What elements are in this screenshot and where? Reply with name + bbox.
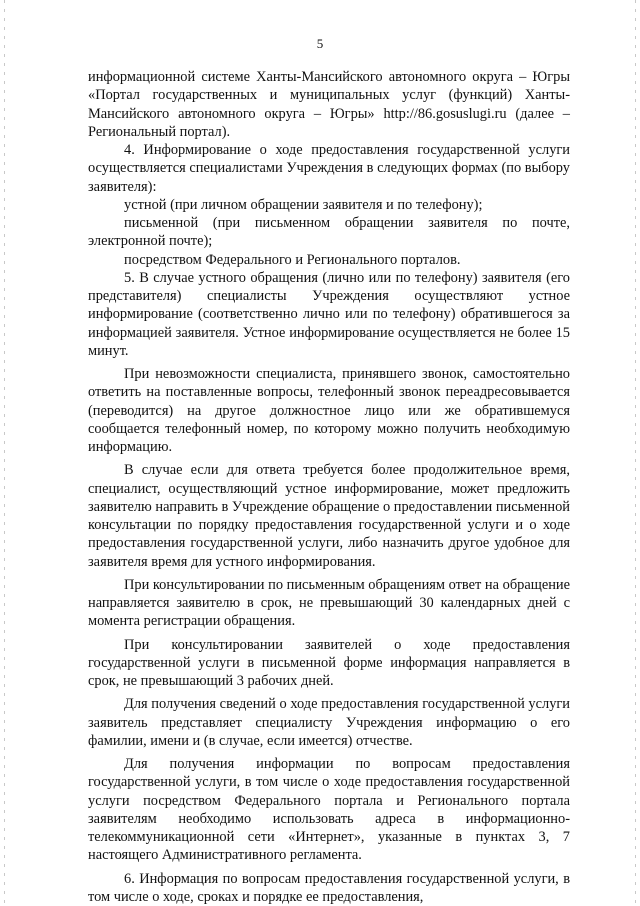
scan-edge-left — [4, 0, 5, 905]
paragraph-portal-continuation: информационной системе Ханты-Мансийского автономного округа – Югры «Портал государственных и муниципальных услуг (функций) Ханты-Мансийского автономного округа – Югры» http://86.gosuslugi.ru (далее – Региональный портал). — [88, 68, 570, 141]
paragraph-longer-answer: В случае если для ответа требуется более продолжительное время, специалист, осуществляющий устное информирование, может предложить заявителю направить в Учреждение обращение о предоставлении письменной консультации по порядку предоставления государственной услуги и о ходе предоставления государственной услуги, либо назначить другое удобное для заявителя время для устного информирования. — [88, 461, 570, 571]
paragraph-oral-form: устной (при личном обращении заявителя и по телефону); — [88, 196, 570, 214]
paragraph-written-requests: При консультировании по письменным обращениям ответ на обращение направляется заявителю в срок, не превышающий 30 календарных дней с момента регистрации обращения. — [88, 576, 570, 631]
paragraph-item-5: 5. В случае устного обращения (лично или по телефону) заявителя (его представителя) специалисты Учреждения осуществляют устное информирование (соответственно лично или по телефону) обратившегося за информацией заявителя. Устное информирование осуществляется не более 15 минут. — [88, 269, 570, 360]
paragraph-item-4: 4. Информирование о ходе предоставления государственной услуги осуществляется специалистами Учреждения в следующих формах (по выбору заявителя): — [88, 141, 570, 196]
paragraph-portals-form: посредством Федерального и Регионального порталов. — [88, 251, 570, 269]
paragraph-internet-addresses: Для получения информации по вопросам предоставления государственной услуги, в том числе о ходе предоставления государственной услуги посредством Федерального портала и Регионального портала заявителям необходимо использовать адреса в информационно-телекоммуникационной сети «Интернет», указанные в пунктах 3, 7 настоящего Административного регламента. — [88, 755, 570, 865]
page-number: 5 — [0, 36, 640, 52]
paragraph-applicant-info: Для получения сведений о ходе предоставления государственной услуги заявитель представляет специалисту Учреждения информацию о его фамилии, имени и (в случае, если имеется) отчестве. — [88, 695, 570, 750]
document-body — [88, 68, 570, 906]
paragraph-call-transfer: При невозможности специалиста, принявшего звонок, самостоятельно ответить на поставленные вопросы, телефонный звонок переадресовывается (переводится) на другое должностное лицо или же обратившемуся сообщается телефонный номер, по которому можно получить необходимую информацию. — [88, 365, 570, 456]
paragraph-item-6: 6. Информация по вопросам предоставления государственной услуги, в том числе о ходе, сроках и порядке ее предоставления, — [88, 870, 570, 906]
paragraph-written-form: письменной (при письменном обращении заявителя по почте, электронной почте); — [88, 214, 570, 251]
paragraph-written-status: При консультировании заявителей о ходе предоставления государственной услуги в письменной форме информация направляется в срок, не превышающий 3 рабочих дней. — [88, 636, 570, 691]
scan-edge-right — [635, 0, 636, 905]
